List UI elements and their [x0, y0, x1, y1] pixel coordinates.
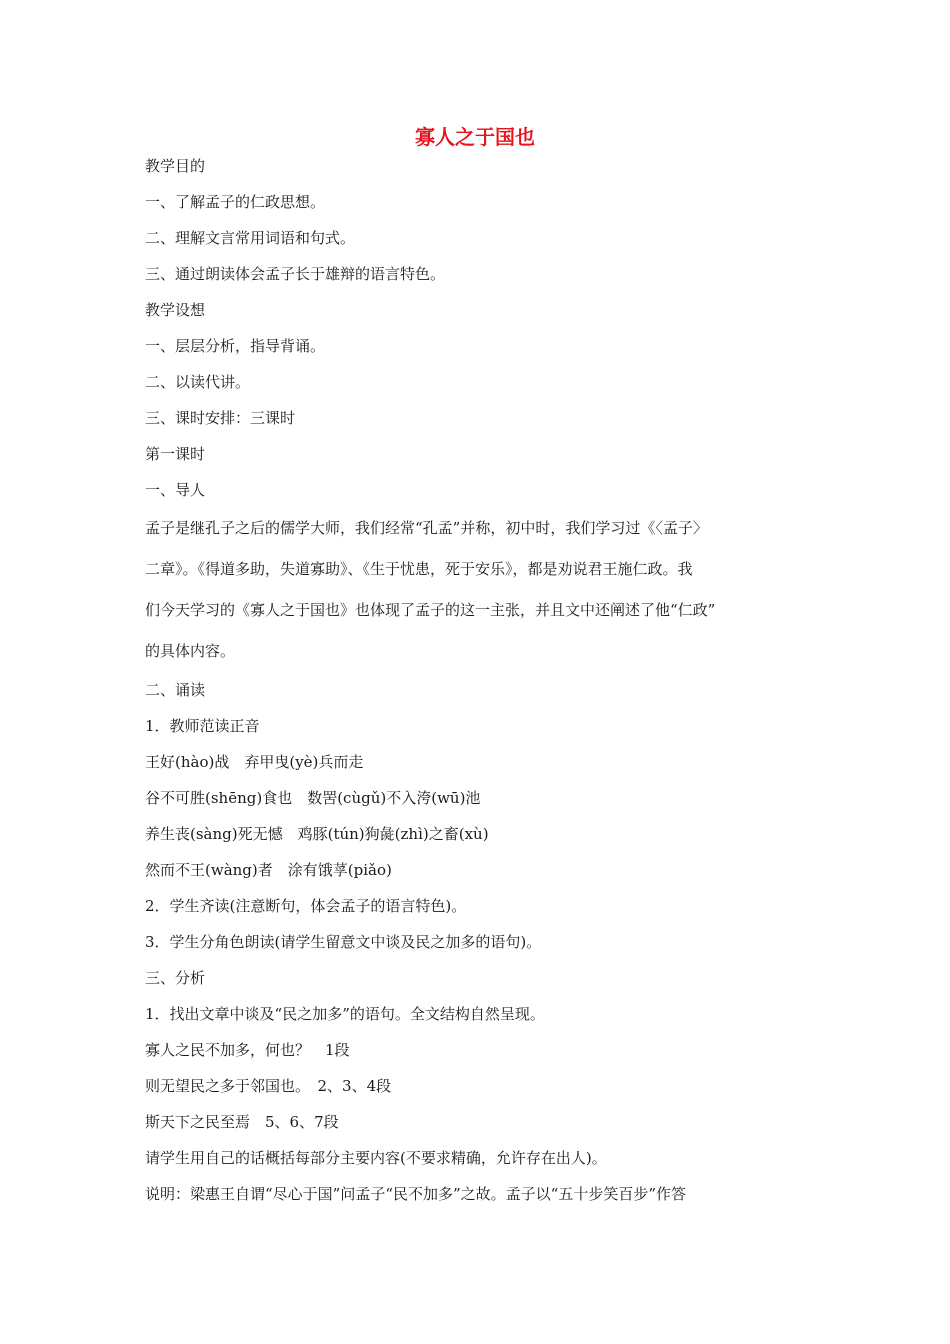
text-line: 二、以读代讲。: [145, 373, 251, 391]
intro-paragraph: [145, 508, 810, 672]
text-line: 1．教师范读正音: [145, 717, 260, 735]
text-line: 1．找出文章中谈及“民之加多”的语句。全文结构自然呈现。: [145, 1005, 545, 1023]
pronunciation-line: 王好(hào)战 弃甲曳(yè)兵而走: [145, 753, 364, 771]
pronunciation-line: 然而不王(wàng)者 涂有饿莩(piǎo): [145, 861, 392, 879]
text-line: 斯天下之民至焉 5、6、7段: [145, 1113, 339, 1131]
section-heading: 教学设想: [145, 301, 206, 319]
text-line: 三、通过朗读体会孟子长于雄辩的语言特色。: [145, 265, 446, 283]
paragraph-line: 的具体内容。: [145, 642, 236, 660]
document-title: 寡人之于国也: [415, 125, 535, 149]
text-line: 请学生用自己的话概括每部分主要内容(不要求精确，允许存在出人)。: [145, 1149, 607, 1167]
text-line: 一、层层分析，指导背诵。: [145, 337, 326, 355]
text-line: 寡人之民不加多，何也？ 1段: [145, 1041, 350, 1059]
pronunciation-line: 谷不可胜(shēng)食也 数罟(cùgǔ)不入洿(wū)池: [145, 789, 481, 807]
paragraph-line: 们今天学习的《寡人之于国也》也体现了孟子的这一主张，并且文中还阐述了他“仁政”: [145, 601, 716, 619]
paragraph-line: 孟子是继孔子之后的儒学大师，我们经常“孔孟”并称，初中时，我们学习过《〈孟子〉: [145, 519, 708, 537]
pronunciation-line: 养生丧(sàng)死无憾 鸡豚(tún)狗彘(zhì)之畜(xù): [145, 825, 489, 843]
text-line: 2．学生齐读(注意断句，体会孟子的语言特色)。: [145, 897, 467, 915]
text-line: 3．学生分角色朗读(请学生留意文中谈及民之加多的语句)。: [145, 933, 542, 951]
section-heading: 三、分析: [145, 969, 206, 987]
document-body: [145, 148, 810, 1212]
text-line: 教学目的: [145, 157, 206, 175]
section-heading: 二、诵读: [145, 681, 206, 699]
paragraph-line: 二章》。《得道多助，失道寡助》、《生于忧患，死于安乐》，都是劝说君王施仁政。我: [145, 560, 693, 578]
text-line: 一、导人: [145, 481, 206, 499]
text-line: 三、课时安排：三课时: [145, 409, 296, 427]
text-line: 一、了解孟子的仁政思想。: [145, 193, 326, 211]
text-line: 说明：梁惠王自谓“尽心于国”问孟子“民不加多”之故。孟子以“五十步笑百步”作答: [145, 1185, 687, 1203]
text-line: 则无望民之多于邻国也。 2、3、4段: [145, 1077, 392, 1095]
text-line: 二、理解文言常用词语和句式。: [145, 229, 356, 247]
section-heading: 第一课时: [145, 445, 206, 463]
